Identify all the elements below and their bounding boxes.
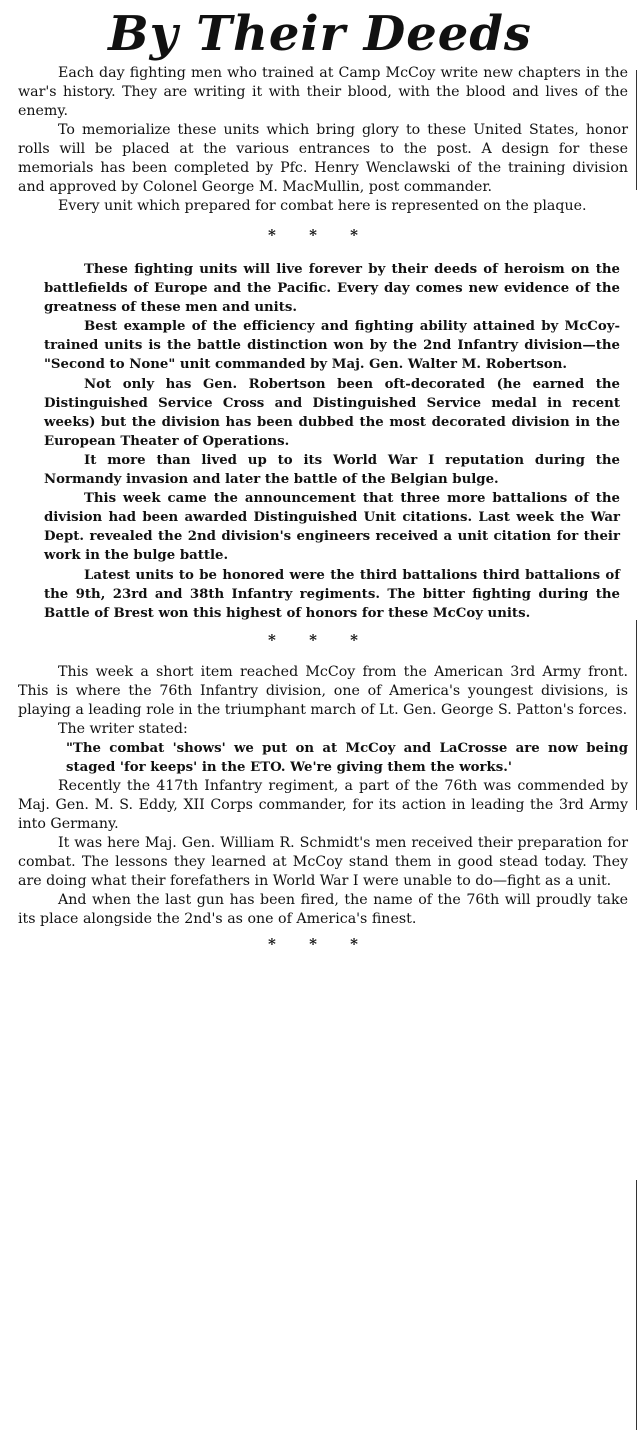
section-separator: * * * <box>268 934 372 953</box>
paragraph: The writer stated: <box>58 720 188 737</box>
quoted-statement: "The combat 'shows' we put on at McCoy and LaCrosse are now being staged 'for keeps' in the ETO. We're giving them the works.' <box>66 740 628 775</box>
paragraph: Not only has Gen. Robertson been oft-decorated (he earned the Distinguished Service Cross and Distinguished Service medal in recent weeks) but the division has been dubbed the most decorated division in the European Theater of Operations. <box>44 376 620 449</box>
paragraph: Latest units to be honored were the third battalions third battalions of the 9th, 23rd and 38th Infantry regiments. The bitter fighting during the Battle of Brest won this highest of honors for these McCoy units. <box>44 567 620 621</box>
paragraph: Recently the 417th Infantry regiment, a part of the 76th was commended by Maj. Gen. M. S. Eddy, XII Corps commander, for its action in leading the 3rd Army into Germany. <box>18 777 628 832</box>
units-section <box>0 260 640 623</box>
column-rule <box>636 1180 637 1430</box>
intro-section <box>0 64 640 216</box>
paragraph: This week a short item reached McCoy from the American 3rd Army front. This is where the 76th Infantry division, one of America's youngest divisions, is playing a leading role in the triumphant march of Lt. Gen. George S. Patton's forces. <box>18 663 628 718</box>
third-army-section <box>0 663 640 929</box>
column-rule <box>636 620 637 810</box>
article-title: By Their Deeds <box>108 6 532 62</box>
paragraph: It more than lived up to its World War I reputation during the Normandy invasion and later the battle of the Belgian bulge. <box>44 452 620 488</box>
column-rule <box>636 70 637 190</box>
paragraph: Best example of the efficiency and fighting ability attained by McCoy-trained units is the battle distinction won by the 2nd Infantry division—the "Second to None" unit commanded by Maj. Gen. Walter M. Robertson. <box>44 319 620 373</box>
section-separator: * * * <box>268 226 372 244</box>
paragraph: To memorialize these units which bring glory to these United States, honor rolls will be placed at the various entrances to the post. A design for these memorials has been completed by Pfc. Henry Wenclawski of the training division and approved by Colonel George M. MacMullin, post commander. <box>18 122 628 195</box>
paragraph: Every unit which prepared for combat here is represented on the plaque. <box>58 198 587 214</box>
paragraph: It was here Maj. Gen. William R. Schmidt's men received their preparation for combat. The lessons they learned at McCoy stand them in good stead today. They are doing what their forefathers in World War I were unable to do—fight as a unit. <box>18 834 628 889</box>
paragraph: This week came the announcement that three more battalions of the division had been awarded Distinguished Unit citations. Last week the War Dept. revealed the 2nd division's engineers received a unit citation for their work in the bulge battle. <box>44 491 620 564</box>
paragraph: And when the last gun has been fired, the name of the 76th will proudly take its place alongside the 2nd's as one of America's finest. <box>18 891 628 927</box>
paragraph: These fighting units will live forever by their deeds of heroism on the battlefields of Europe and the Pacific. Every day comes new evidence of the greatness of these men and units. <box>44 262 620 316</box>
section-separator: * * * <box>268 630 372 649</box>
paragraph: Each day fighting men who trained at Camp McCoy write new chapters in the war's history. They are writing it with their blood, with the blood and lives of the enemy. <box>18 65 628 119</box>
